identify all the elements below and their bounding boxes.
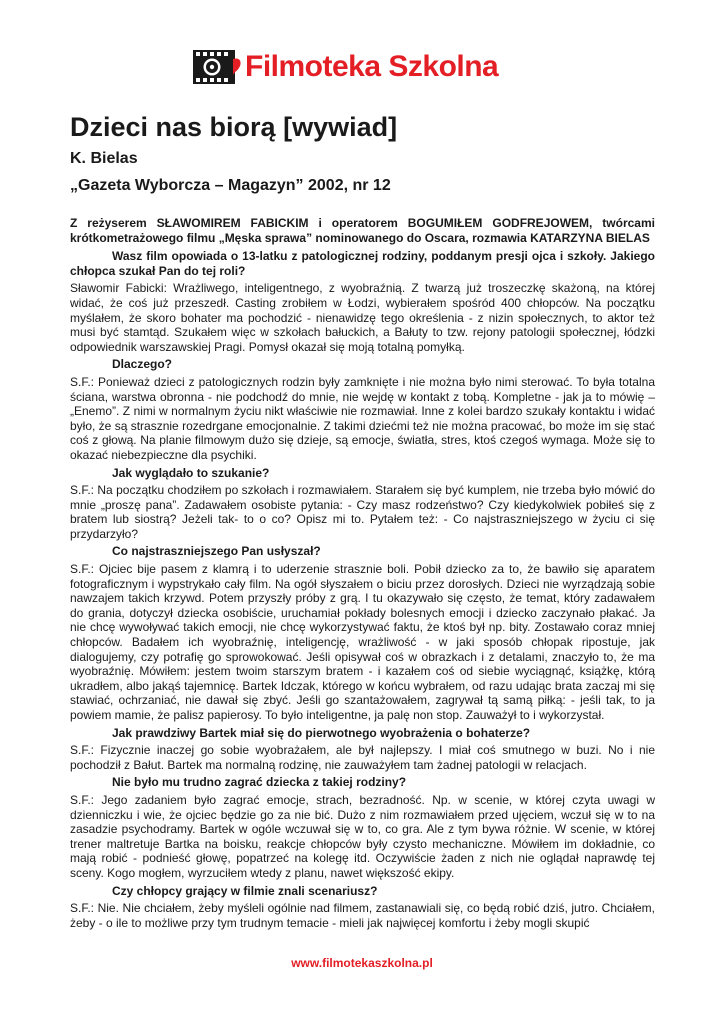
answer-7: S.F.: Nie. Nie chciałem, żeby myśleli ogólnie nad filmem, zastanawiali się, co będą robić dziś, jutro. Chciałem, żeby - o ile to możliwe przy tym trudnym temacie - mieli jak najwięcej komfortu i żeby mogli skupić [70,901,655,930]
logo-text: Filmoteka Szkolna [245,50,499,83]
article-author: K. Bielas [70,150,138,167]
answer-4: S.F.: Ojciec bije pasem z klamrą i to uderzenie strasznie boli. Pobił dziecko za to, że bawiło się aparatem fotograficznym i wypstrykało cały film. Na ogół słyszałem o biciu przez dorosłych. Dzieci nie wyrządzają sobie nawzajem takich krzywd. Potem przyszły próby z grą. I tu okazywało się często, że temat, który zadawałem do grania, dotyczył dziecka osobiście, uruchamiał pokłady bolesnych emocji i dziecko zaczynało płakać. Ja nie chcę wywoływać takich emocji, nie chcę wykorzystywać faktu, że ktoś był np. bity. Zostawało coraz mniej chłopców. Badałem ich wyobraźnię, inteligencję, wrażliwość - w jaki sposób chłopak ripostuje, jak dialogujemy, czy potrafię go sprowokować. Jeśli opisywał coś w obrazkach i z detalami, znaczyło to, że ma wyobraźnię. Mówiłem: jestem twoim starszym bratem - i kazałem coś od siebie wyciągnąć, książkę, którą ukradłem, albo jakąś tajemnicę. Bartek Idczak, którego w końcu wybrałem, od razu udając brata zaczaj mi się stawiać, ochrzaniać, nie dawał się zbyć. Jeśli go szantażowałem, zagrywał tą samą piłką: - jeśli tak, to ja powiem mamie, że palisz papierosy. To było inteligentne, ja palę non stop. Zauważył to i wykorzystał. [70,562,655,722]
question-3: Jak wyglądało to szukanie? [112,465,270,480]
question-5: Jak prawdziwy Bartek miał się do pierwotnego wyobrażenia o bohaterze? [112,725,531,740]
question-2: Dlaczego? [112,357,173,372]
answer-2: S.F.: Ponieważ dzieci z patologicznych rodzin były zamknięte i nie można było nimi sterować. To była totalna ściana, warstwa obronna - nie podchodź do mnie, nie wejdę w kontakt z tobą. Kompletne - jak ja to mówię – „Enemo”. Z nimi w normalnym życiu nikt właściwie nie rozmawiał. Inne z kolei bardzo szukały kontaktu i widać było, że są strasznie rozedrgane emocjonalnie. Z takimi dziećmi też nie można pracować, bo może im się stać coś z głową. Na planie filmowym dużo się dzieje, są emocje, światła, stres, ktoś czegoś wymaga. Może się to okazać niebezpieczne dla psychiki. [70,374,655,462]
footer-url-link[interactable]: www.filmotekaszkolna.pl [291,956,433,970]
answer-1: Sławomir Fabicki: Wrażliwego, inteligentnego, z wyobraźnią. Z twarzą już troszeczkę skażoną, na której widać, że coś już przeszedł. Casting zrobiłem w Łodzi, wybierałem spośród 400 chłopców. Na początku myślałem, że skoro bohater ma pochodzić - nienawidzę tego określenia - z nizin społecznych, to aktor też musi być stamtąd. Szukałem więc w szkołach bałuckich, a Bałuty to tzw. rejony patologii społecznej, łódzki odpowiednik warszawskiej Pragi. Pomysł okazał się moją totalną pomyłką. [70,281,655,354]
question-4: Co najstraszniejszego Pan usłyszał? [112,544,321,559]
article-intro: Z reżyserem SŁAWOMIREM FABICKIM i operatorem BOGUMIŁEM GODFREJOWEM, twórcami krótkometrażowego filmu „Męska sprawa” nominowanego do Oscara, rozmawia KATARZYNA BIELAS [70,216,655,245]
logo [193,47,498,87]
answer-6: S.F.: Jego zadaniem było zagrać emocje, strach, bezradność. Np. w scenie, w której czyta uwagi w dzienniczku i wie, że ojciec będzie go za nie bić. Dużo z nim rozmawiałem przed ujęciem, wczuł się w to na zasadzie psychodramy. Bartek w ogóle wczuwał się w to, co gra. Ale z tym bywa różnie. W scenie, w której trener maltretuje Bartka na boisku, reakcje chłopców były czysto mechaniczne. Mówiłem im dokładnie, co mają robić - podnieść głowę, popatrzeć na kolegę itd. Oczywiście żaden z nich nie oglądał naprawdę tej sceny. Kogo mogłem, wyrzuciłem wtedy z planu, nawet większość ekipy. [70,792,655,880]
film-reel-logo-icon [193,49,243,85]
question-6: Nie było mu trudno zagrać dziecka z takiej rodziny? [112,775,407,790]
question-1: Wasz film opowiada o 13-latku z patologicznej rodziny, poddanym presji ojca i szkoły. Jakiego chłopca szukał Pan do tej roli? [70,249,655,278]
article-source: „Gazeta Wyborcza – Magazyn” 2002, nr 12 [70,177,391,194]
question-7: Czy chłopcy grający w filmie znali scenariusz? [112,883,378,898]
article-title: Dzieci nas biorą [wywiad] [70,112,398,142]
answer-5: S.F.: Fizycznie inaczej go sobie wyobrażałem, ale był najlepszy. I miał coś smutnego w buzi. No i nie pochodził z Bałut. Bartek ma normalną rodzinę, nie zauważyłem tam żadnej patologii w relacjach. [70,743,655,772]
article-body [70,216,655,930]
answer-3: S.F.: Na początku chodziłem po szkołach i rozmawiałem. Starałem się być kumplem, nie trzeba było mówić do mnie „proszę pana”. Zadawałem osobiste pytania: - Czy masz rodzeństwo? Czy kiedykolwiek pobiłeś się z bratem lub siostrą? Jeżeli tak- to o co? Opisz mi to. Pytałem też: - Co najstraszniejszego w życiu ci się przydarzyło? [70,483,655,541]
